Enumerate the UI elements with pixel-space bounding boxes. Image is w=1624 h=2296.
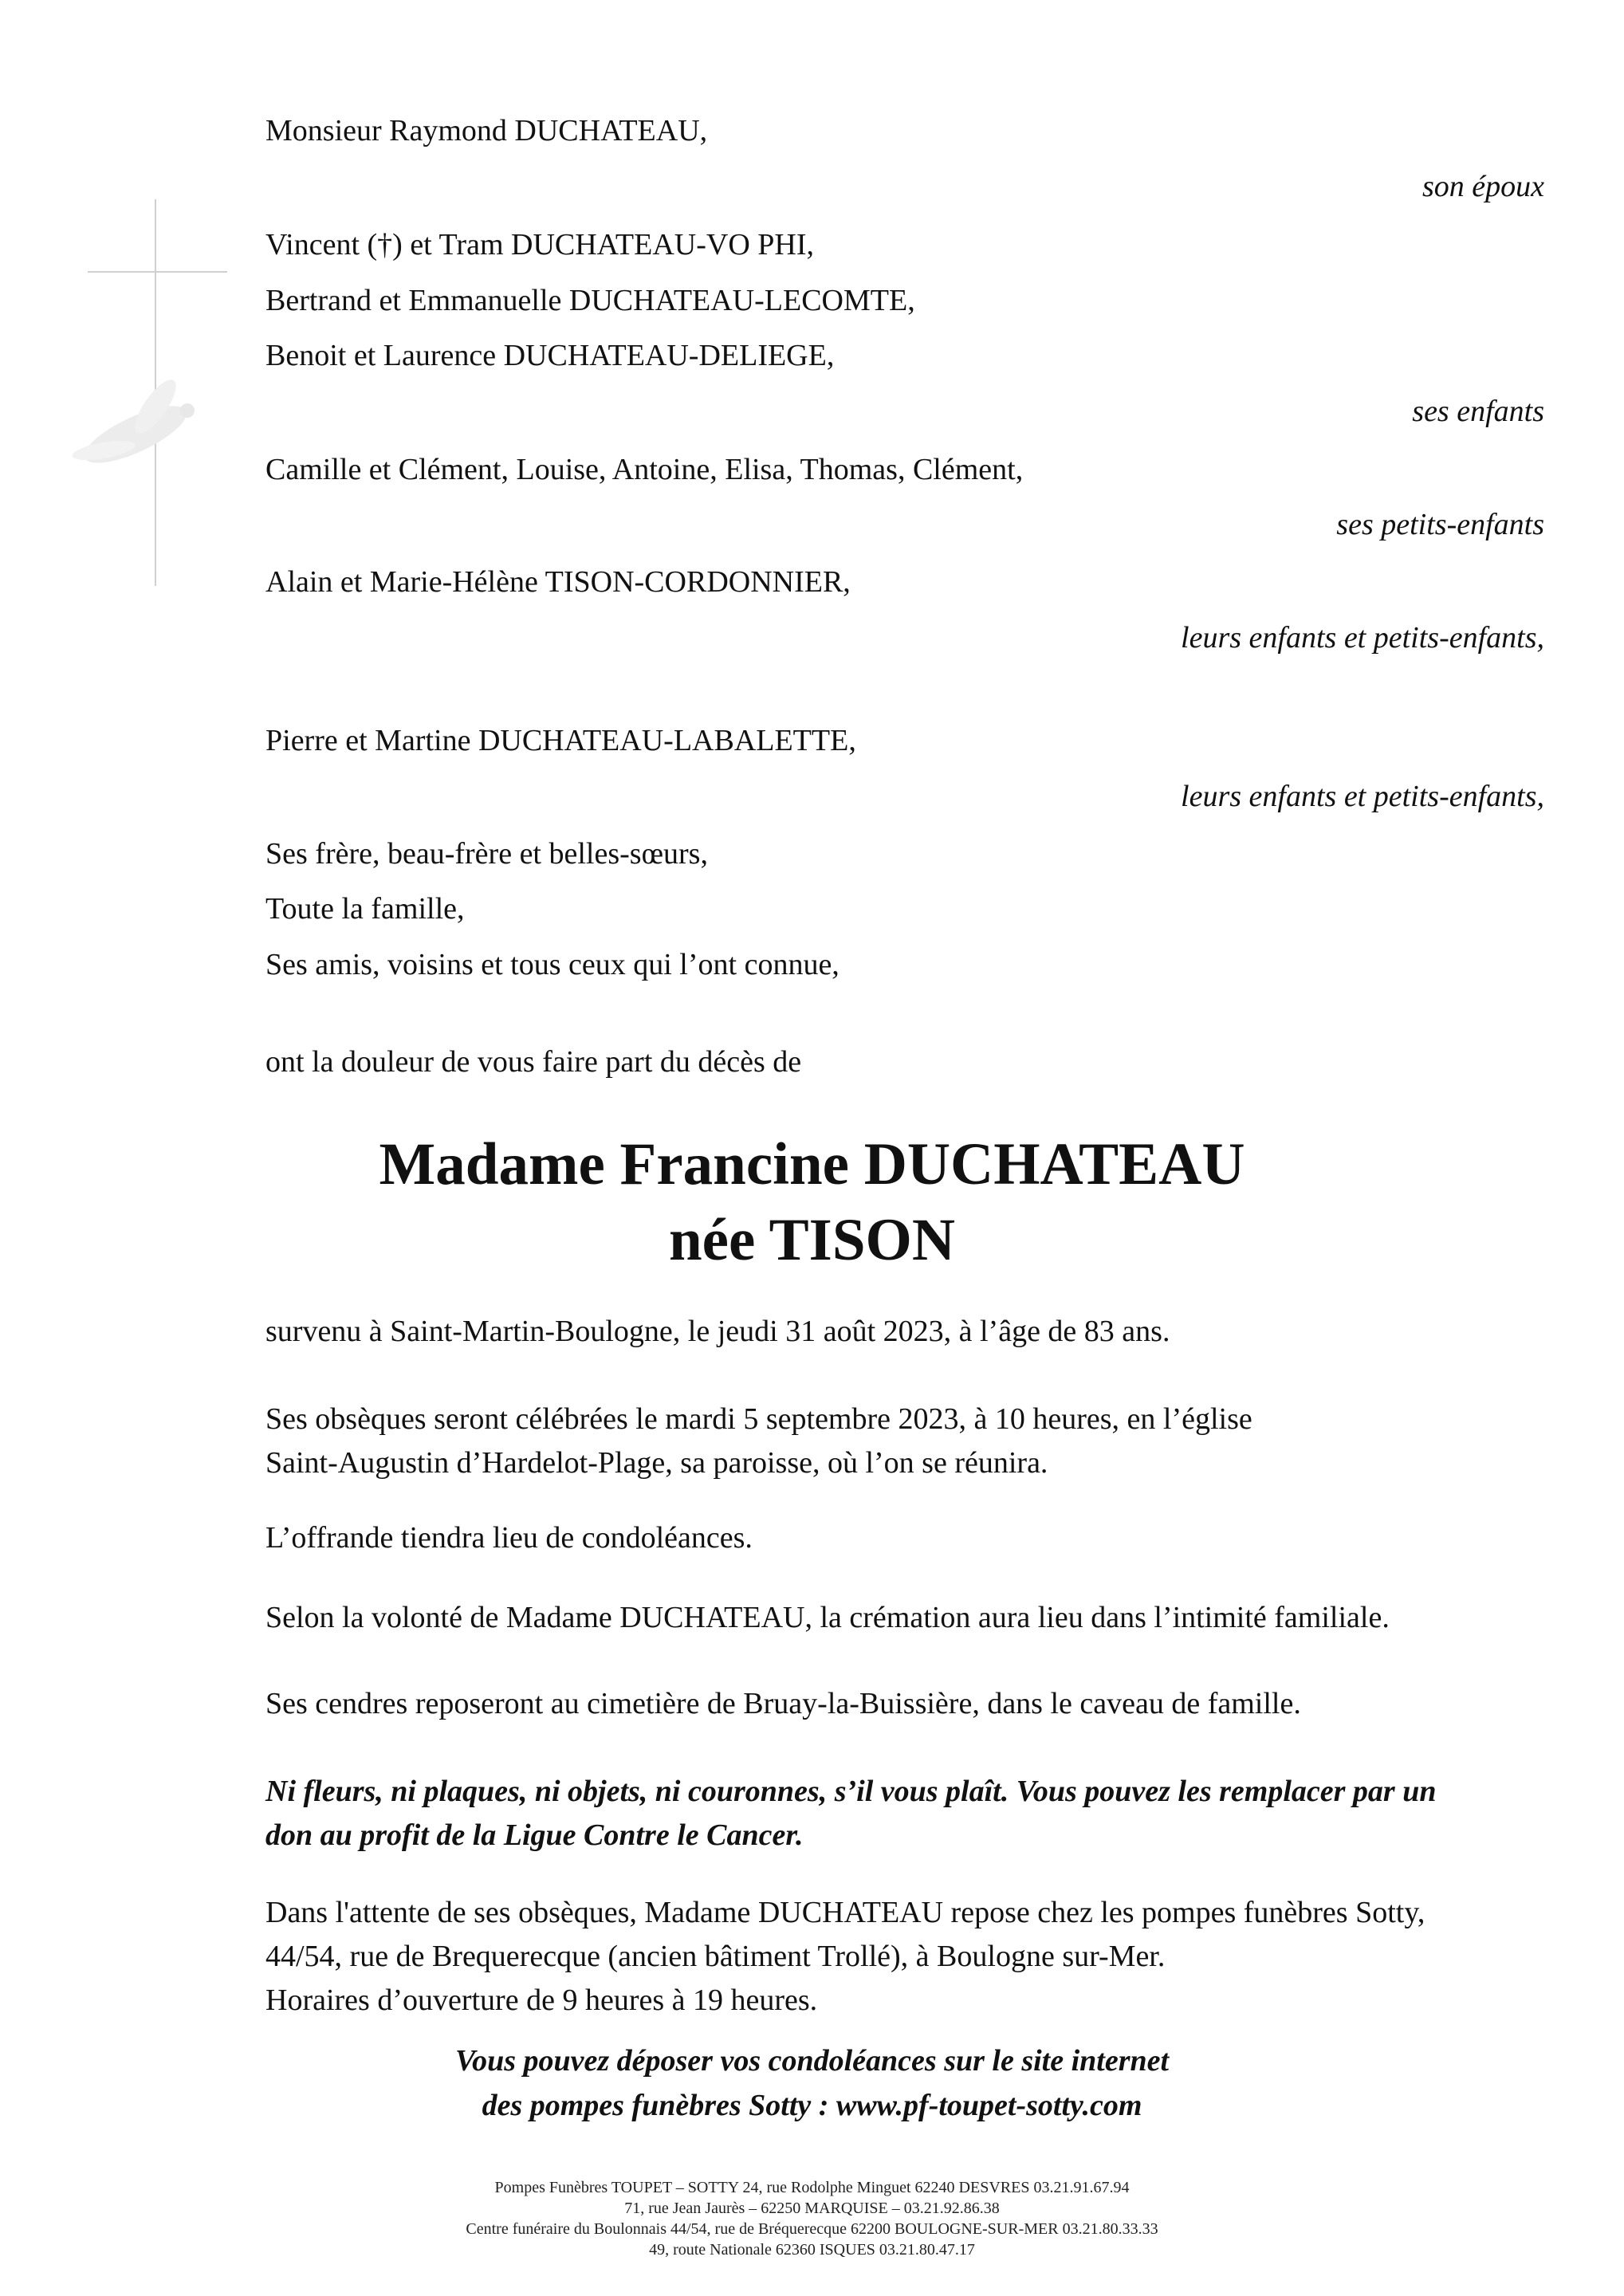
husband-name: Monsieur Raymond DUCHATEAU, bbox=[265, 114, 708, 147]
brother-relation: leurs enfants et petits-enfants, bbox=[1181, 780, 1544, 813]
website-line: des pompes funèbres Sotty : www.pf-toupet-sotty.com bbox=[482, 2089, 1142, 2122]
grandchildren-names: Camille et Clément, Louise, Antoine, Elisa, Thomas, Clément, bbox=[265, 453, 1024, 486]
dove-icon bbox=[60, 375, 211, 486]
cross-horizontal-bar bbox=[88, 271, 227, 273]
rest-details bbox=[265, 1891, 1557, 2023]
other-mourners: Ses amis, voisins et tous ceux qui l’ont connue, bbox=[265, 948, 840, 981]
deceased-name: Madame Francine DUCHATEAU bbox=[379, 1131, 1245, 1197]
funeral-line: Saint-Augustin d’Hardelot-Plage, sa paroisse, où l’on se réunira. bbox=[265, 1446, 1048, 1480]
funeral-details bbox=[265, 1398, 1557, 1485]
condolences-website-note bbox=[0, 2038, 1624, 2128]
flowers-line: Ni fleurs, ni plaques, ni objets, ni couronnes, s’il vous plaît. Vous pouvez les remplacer par un bbox=[265, 1775, 1437, 1808]
rest-line: Horaires d’ouverture de 9 heures à 19 heures. bbox=[265, 1983, 818, 2017]
child-name: Vincent (†) et Tram DUCHATEAU-VO PHI, bbox=[265, 228, 814, 261]
flowers-line: don au profit de la Ligue Contre le Cancer. bbox=[265, 1818, 804, 1852]
footer-line: Centre funéraire du Boulonnais 44/54, rue de Bréquerecque 62200 BOULOGNE-SUR-MER 03.21.80.33.33 bbox=[466, 2220, 1158, 2238]
deceased-maiden-name: née TISON bbox=[668, 1207, 956, 1273]
ashes-note: Ses cendres reposeront au cimetière de Bruay-la-Buissière, dans le caveau de famille. bbox=[265, 1687, 1301, 1720]
funeral-line: Ses obsèques seront célébrées le mardi 5 septembre 2023, à 10 heures, en l’église bbox=[265, 1402, 1252, 1436]
death-details: survenu à Saint-Martin-Boulogne, le jeudi 31 août 2023, à l’âge de 83 ans. bbox=[265, 1315, 1170, 1348]
footer-line: Pompes Funèbres TOUPET – SOTTY 24, rue Rodolphe Minguet 62240 DESVRES 03.21.91.67.94 bbox=[494, 2179, 1130, 2196]
brother-relation: leurs enfants et petits-enfants, bbox=[1181, 621, 1544, 655]
grandchildren-relation: ses petits-enfants bbox=[1336, 508, 1544, 541]
announcement: ont la douleur de vous faire part du décès de bbox=[265, 1045, 802, 1079]
other-mourners: Toute la famille, bbox=[265, 892, 465, 926]
rest-line: Dans l'attente de ses obsèques, Madame DUCHATEAU repose chez les pompes funèbres Sotty, bbox=[265, 1896, 1425, 1929]
offering-note: L’offrande tiendra lieu de condoléances. bbox=[265, 1521, 753, 1555]
flowers-note bbox=[265, 1770, 1557, 1858]
child-name: Bertrand et Emmanuelle DUCHATEAU-LECOMTE, bbox=[265, 284, 915, 317]
brother-names: Pierre et Martine DUCHATEAU-LABALETTE, bbox=[265, 724, 856, 757]
footer-line: 71, rue Jean Jaurès – 62250 MARQUISE – 03.21.92.86.38 bbox=[624, 2200, 1000, 2217]
footer-line: 49, route Nationale 62360 ISQUES 03.21.80.47.17 bbox=[649, 2241, 975, 2259]
child-name: Benoit et Laurence DUCHATEAU-DELIEGE, bbox=[265, 339, 835, 372]
rest-line: 44/54, rue de Brequerecque (ancien bâtiment Trollé), à Boulogne sur-Mer. bbox=[265, 1940, 1166, 1973]
other-mourners: Ses frère, beau-frère et belles-sœurs, bbox=[265, 837, 708, 871]
husband-relation: son époux bbox=[1421, 170, 1544, 203]
brother-names: Alain et Marie-Hélène TISON-CORDONNIER, bbox=[265, 565, 851, 599]
funeral-home-footer bbox=[0, 2177, 1624, 2260]
cremation-note: Selon la volonté de Madame DUCHATEAU, la crémation aura lieu dans l’intimité familiale. bbox=[265, 1601, 1390, 1634]
website-line: Vous pouvez déposer vos condoléances sur le site internet bbox=[454, 2044, 1170, 2078]
children-relation: ses enfants bbox=[1412, 395, 1544, 428]
